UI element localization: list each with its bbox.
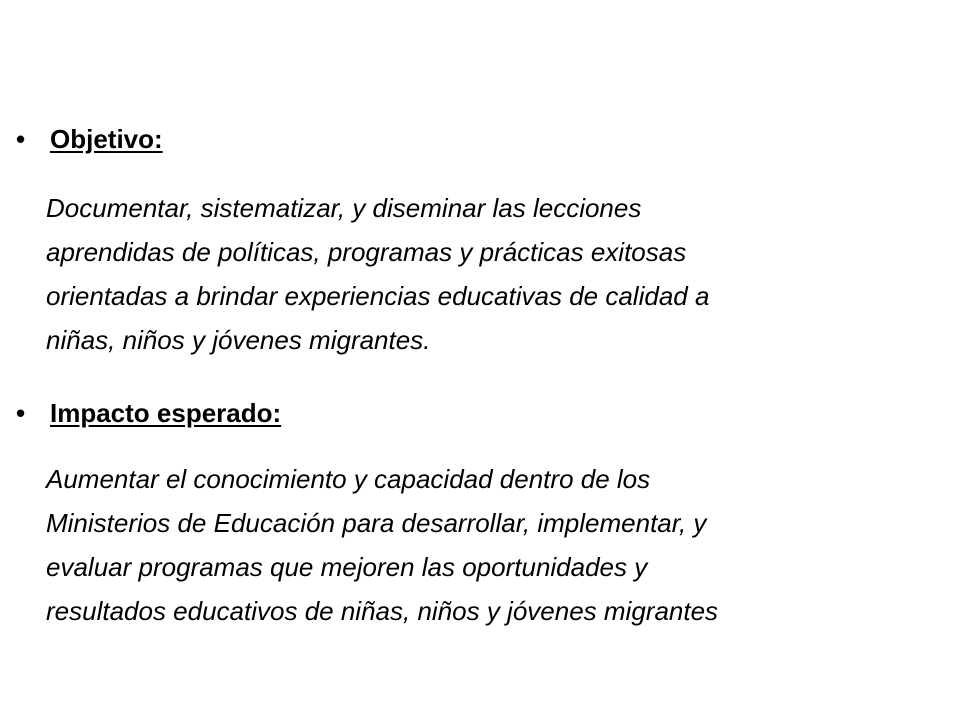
paragraph-line: orientadas a brindar experiencias educativas de calidad a [46, 281, 710, 311]
heading-objetivo: Objetivo: [50, 124, 163, 154]
bullet-icon: • [16, 124, 26, 154]
paragraph-objetivo [46, 186, 926, 362]
paragraph-line: niñas, niños y jóvenes migrantes. [46, 325, 431, 355]
paragraph-line: resultados educativos de niñas, niños y jóvenes migrantes [46, 596, 719, 626]
paragraph-line: Aumentar el conocimiento y capacidad dentro de los [46, 464, 651, 494]
paragraph-line: aprendidas de políticas, programas y prácticas exitosas [46, 237, 687, 267]
paragraph-line: Documentar, sistematizar, y diseminar las lecciones [46, 193, 642, 223]
bullet-icon: • [16, 398, 26, 428]
heading-impacto-esperado: Impacto esperado: [50, 398, 282, 428]
bullet-item-impacto [12, 398, 281, 428]
paragraph-line: Ministerios de Educación para desarrollar, implementar, y [46, 508, 707, 538]
paragraph-impacto [46, 457, 926, 633]
bullet-item-objetivo [12, 124, 163, 154]
paragraph-line: evaluar programas que mejoren las oportunidades y [46, 552, 648, 582]
